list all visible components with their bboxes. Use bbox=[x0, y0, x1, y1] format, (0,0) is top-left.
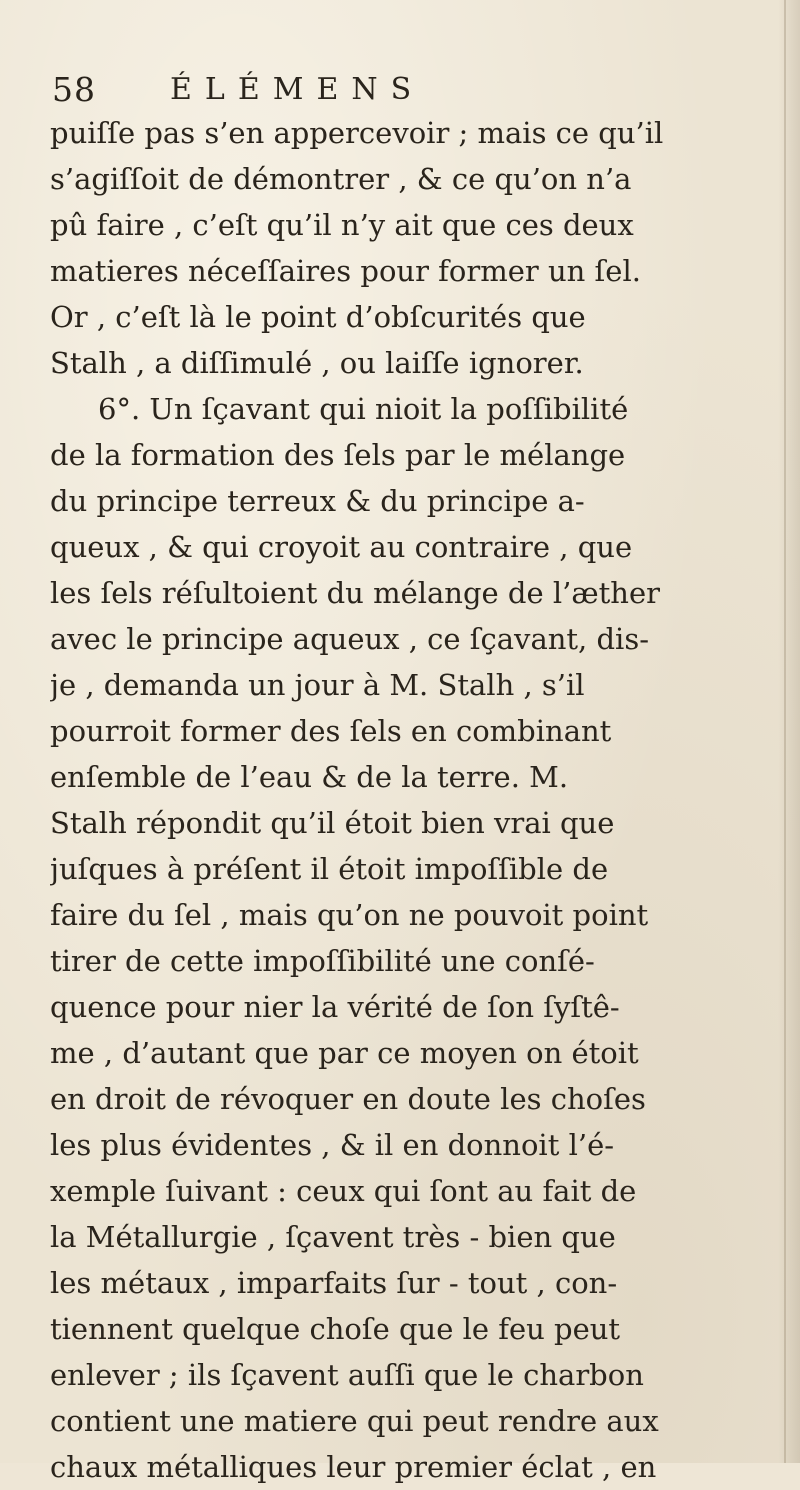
text-line: Or , c’eſt là le point d’obſcurités que bbox=[50, 300, 586, 334]
text-line: xemple ſuivant : ceux qui ſont au fait de bbox=[50, 1174, 637, 1208]
text-line: la Métallurgie , ſçavent très - bien que bbox=[50, 1220, 616, 1254]
text-line: 6°. Un ſçavant qui nioit la poſſibilité bbox=[98, 392, 629, 426]
text-line: de la formation des ſels par le mélange bbox=[50, 438, 626, 472]
body-text bbox=[50, 110, 770, 1490]
text-line: je , demanda un jour à M. Stalh , s’il bbox=[50, 668, 585, 702]
text-line: du principe terreux & du principe a- bbox=[50, 484, 585, 518]
text-line: pû faire , c’eſt qu’il n’y ait que ces deux bbox=[50, 208, 634, 242]
text-line: matieres néceſſaires pour former un ſel. bbox=[50, 254, 641, 288]
text-line: faire du ſel , mais qu’on ne pouvoit point bbox=[50, 898, 649, 932]
running-head: ÉLÉMENS bbox=[170, 72, 425, 107]
page-edge-line bbox=[784, 0, 786, 1463]
text-line: me , d’autant que par ce moyen on étoit bbox=[50, 1036, 639, 1070]
text-line: chaux métalliques leur premier éclat , en bbox=[50, 1450, 657, 1484]
page-header bbox=[52, 68, 652, 112]
text-line: Stalh , a diſſimulé , ou laiſſe ignorer. bbox=[50, 346, 584, 380]
text-line: tiennent quelque choſe que le feu peut bbox=[50, 1312, 621, 1346]
page-edge-shadow bbox=[778, 0, 800, 1463]
text-line: quence pour nier la vérité de ſon ſyſtê- bbox=[50, 990, 620, 1024]
text-line: pourroit former des ſels en combinant bbox=[50, 714, 612, 748]
text-line: juſques à préſent il étoit impoſſible de bbox=[50, 852, 609, 886]
text-line: puiſſe pas s’en appercevoir ; mais ce qu’il bbox=[50, 116, 664, 150]
text-line: Stalh répondit qu’il étoit bien vrai que bbox=[50, 806, 615, 840]
text-line: avec le principe aqueux , ce ſçavant, dis- bbox=[50, 622, 650, 656]
text-line: en droit de révoquer en doute les choſes bbox=[50, 1082, 646, 1116]
page-number: 58 bbox=[52, 70, 96, 109]
text-line: s’agiſſoit de démontrer , & ce qu’on n’a bbox=[50, 162, 632, 196]
text-line: enlever ; ils ſçavent auſſi que le charbon bbox=[50, 1358, 644, 1392]
text-line: les métaux , imparfaits ſur - tout , con- bbox=[50, 1266, 618, 1300]
text-line: tirer de cette impoſſibilité une conſé- bbox=[50, 944, 595, 978]
text-line: les ſels réſultoient du mélange de l’æther bbox=[50, 576, 660, 610]
text-line: les plus évidentes , & il en donnoit l’é- bbox=[50, 1128, 615, 1162]
text-line: queux , & qui croyoit au contraire , que bbox=[50, 530, 633, 564]
text-line: contient une matiere qui peut rendre aux bbox=[50, 1404, 659, 1438]
text-line: enſemble de l’eau & de la terre. M. bbox=[50, 760, 569, 794]
